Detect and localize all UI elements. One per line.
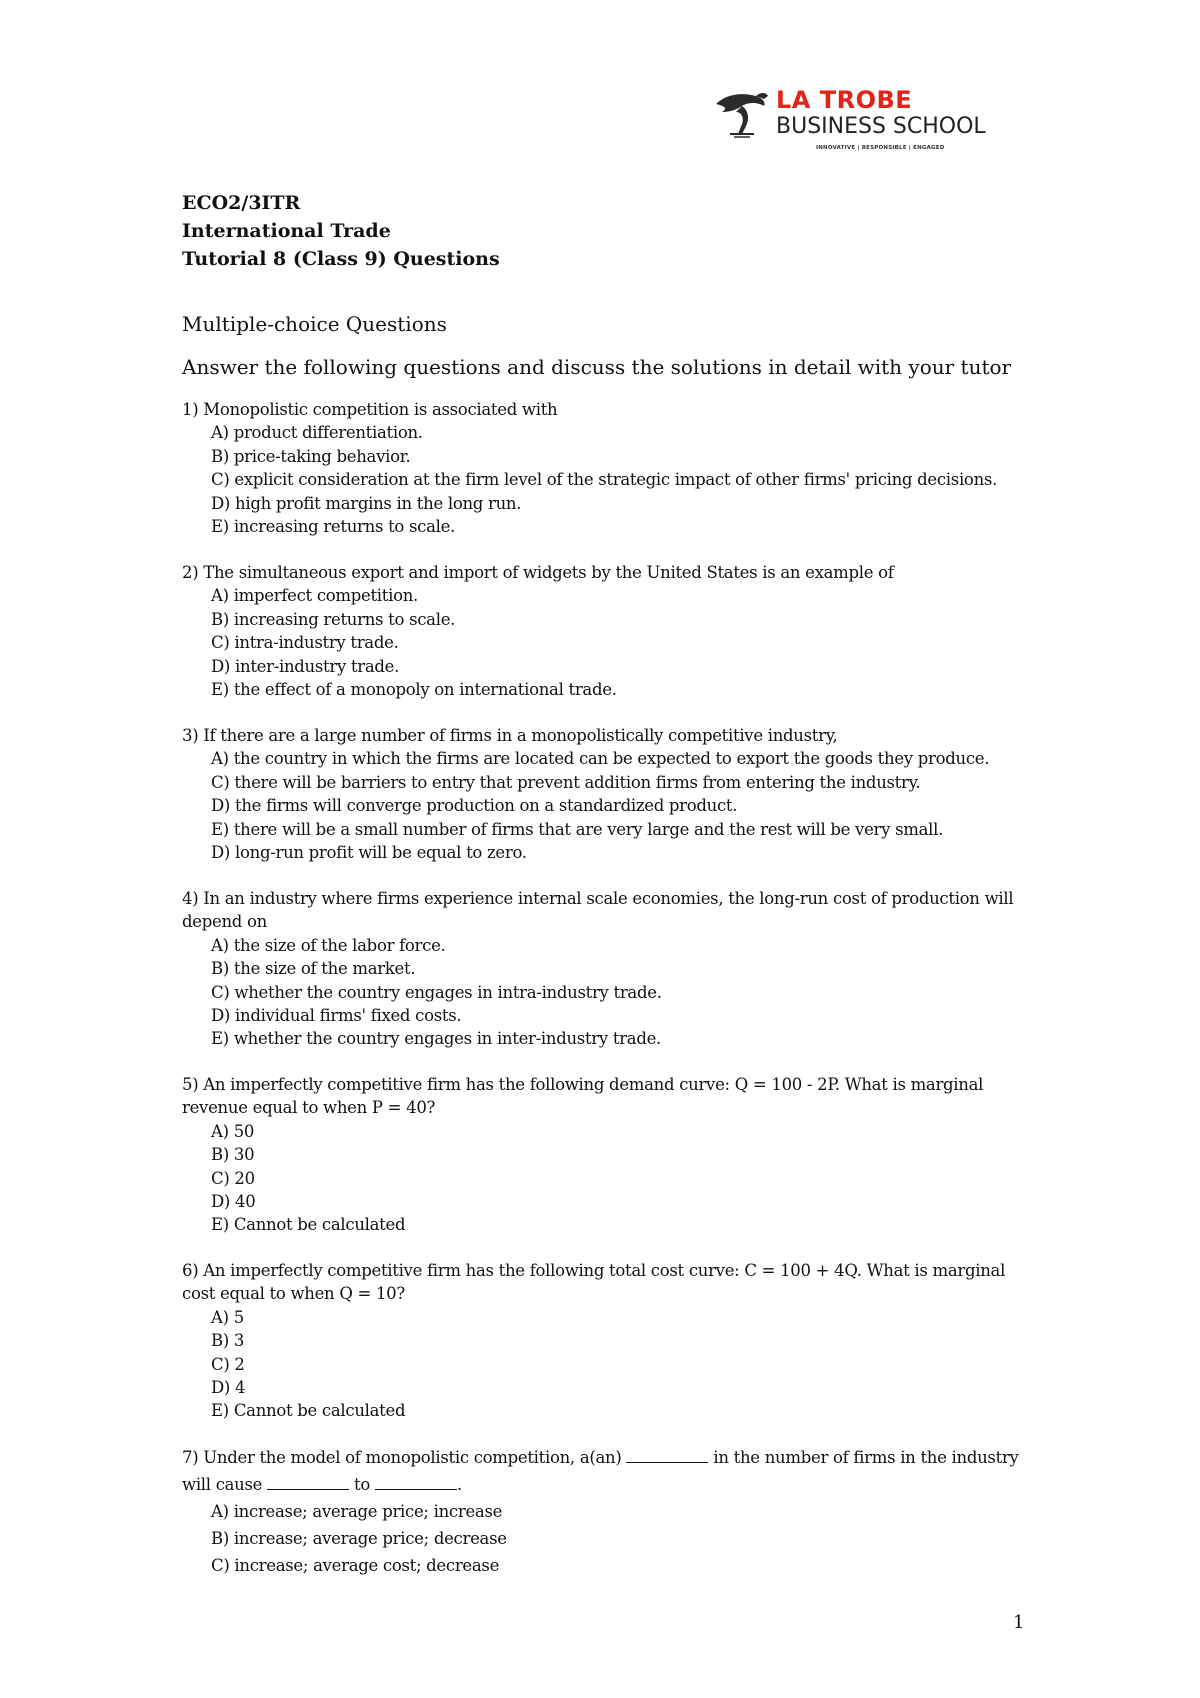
course-name: International Trade (182, 220, 391, 242)
option: D) inter-industry trade. (211, 656, 400, 676)
option: B) increasing returns to scale. (211, 609, 456, 629)
option: C) there will be barriers to entry that prevent addition firms from entering the industry. (211, 772, 921, 792)
option: B) the size of the market. (211, 959, 416, 979)
option: C) increase; average cost; decrease (211, 1556, 500, 1575)
option: B) 30 (211, 1145, 255, 1165)
document-header (182, 189, 500, 273)
logo-tagline: INNOVATIVE | RESPONSIBLE | ENGAGED (816, 145, 945, 151)
option: A) increase; average price; increase (211, 1502, 503, 1521)
page-number: 1 (1013, 1612, 1025, 1633)
question-4 (182, 887, 1022, 1051)
option: C) explicit consideration at the firm level of the strategic impact of other firms' pricing decisions. (211, 470, 998, 490)
question-text: 5) An imperfectly competitive firm has the following demand curve: Q = 100 - 2P. What is marginal revenue equal to when P = 40? (182, 1075, 984, 1118)
question-text: 3) If there are a large number of firms in a monopolistically competitive industry, (182, 726, 838, 745)
question-text-part-1: 7) Under the model of monopolistic competition, a(an) (182, 1448, 622, 1467)
question-text (182, 1444, 1022, 1498)
option: C) intra-industry trade. (211, 633, 399, 653)
question-5 (182, 1073, 1022, 1237)
question-text-part-4: . (456, 1475, 462, 1494)
option: D) 4 (211, 1378, 246, 1398)
option: D) individual firms' fixed costs. (211, 1006, 462, 1026)
option: B) 3 (211, 1331, 245, 1351)
question-text: 6) An imperfectly competitive firm has the following total cost curve: C = 100 + 4Q. What is marginal cost equal to when Q = 10? (182, 1261, 1006, 1304)
la-trobe-logo (712, 86, 1002, 158)
question-7 (182, 1444, 1022, 1579)
option: A) the size of the labor force. (211, 935, 446, 955)
question-text: 1) Monopolistic competition is associated with (182, 400, 558, 419)
option: B) increase; average price; decrease (211, 1529, 507, 1548)
option: D) high profit margins in the long run. (211, 493, 522, 513)
question-text: 4) In an industry where firms experience internal scale economies, the long-run cost of production will depend on (182, 889, 1014, 932)
bird-emblem-icon (712, 90, 772, 140)
option: D) 40 (211, 1192, 256, 1212)
blank-2 (267, 1473, 349, 1490)
logo-line-1: LA TROBE (776, 86, 913, 114)
logo-line-2: BUSINESS SCHOOL (776, 114, 986, 139)
option: C) 20 (211, 1168, 255, 1188)
question-text-part-3: to (354, 1475, 371, 1494)
option: D) long-run profit will be equal to zero. (211, 843, 527, 863)
option: A) 5 (211, 1307, 244, 1327)
option: E) whether the country engages in inter-industry trade. (211, 1029, 661, 1049)
option: E) increasing returns to scale. (211, 517, 456, 537)
option: A) 50 (211, 1121, 255, 1141)
question-text: 2) The simultaneous export and import of widgets by the United States is an example of (182, 563, 894, 582)
option: C) 2 (211, 1354, 245, 1374)
option: E) there will be a small number of firms that are very large and the rest will be very small. (211, 819, 944, 839)
option: A) product differentiation. (211, 423, 423, 443)
option: C) whether the country engages in intra-industry trade. (211, 982, 662, 1002)
option: A) imperfect competition. (211, 586, 418, 606)
question-2 (182, 561, 1022, 701)
option: A) the country in which the firms are located can be expected to export the goods they produce. (211, 749, 990, 769)
blank-3 (375, 1473, 457, 1490)
tutorial-title: Tutorial 8 (Class 9) Questions (182, 248, 500, 270)
option: D) the firms will converge production on a standardized product. (211, 796, 738, 816)
option: E) Cannot be calculated (211, 1215, 406, 1235)
option: E) Cannot be calculated (211, 1401, 406, 1421)
question-1 (182, 398, 1022, 538)
option: B) price-taking behavior. (211, 446, 411, 466)
question-text-part-2: in the number of firms in the industry will cause (182, 1448, 1019, 1494)
instruction-text: Answer the following questions and discuss the solutions in detail with your tutor (182, 355, 1012, 379)
course-code: ECO2/3ITR (182, 192, 301, 214)
question-6 (182, 1259, 1022, 1423)
question-3 (182, 724, 1022, 864)
blank-1 (626, 1446, 708, 1463)
option: E) the effect of a monopoly on international trade. (211, 680, 617, 700)
section-title: Multiple-choice Questions (182, 312, 447, 336)
